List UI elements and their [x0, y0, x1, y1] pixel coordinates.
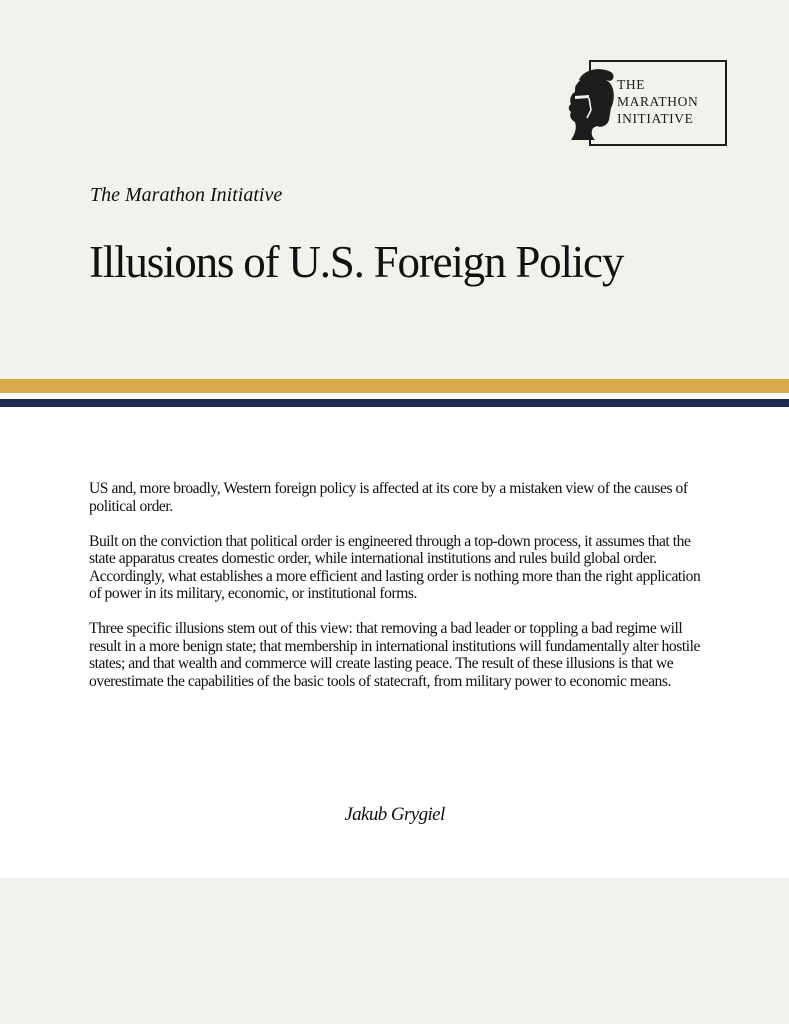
spartan-helmet-head-icon — [565, 66, 621, 142]
document-title: Illusions of U.S. Foreign Policy — [89, 237, 624, 287]
logo-wordmark — [617, 76, 698, 127]
footer-area — [0, 878, 789, 1024]
gold-divider-stripe — [0, 379, 789, 393]
series-name: The Marathon Initiative — [90, 184, 283, 206]
paragraph-2: Built on the conviction that political order is engineered through a top-down process, it assumes that the state apparatus creates domestic order, while international institutions and rules build global order. Accordingly, what establishes a more efficient and lasting order is nothing more than the right application of power in its military, economic, or institutional forms. — [89, 532, 701, 602]
header-section — [0, 0, 789, 379]
marathon-logo — [565, 60, 727, 146]
paragraph-3: Three specific illusions stem out of this view: that removing a bad leader or toppling a bad regime will result in a more benign state; that membership in international institutions will fundamentally alter hostile states; and that wealth and commerce will create lasting peace. The result of these illusions is that we overestimate the capabilities of the basic tools of statecraft, from military power to economic means. — [89, 620, 700, 690]
logo-line-1: THE — [617, 77, 646, 92]
author-name: Jakub Grygiel — [344, 804, 445, 825]
paragraph-1: US and, more broadly, Western foreign policy is affected at its core by a mistaken view of the causes of political order. — [89, 480, 688, 515]
navy-divider-stripe — [0, 399, 789, 407]
summary-panel — [0, 407, 789, 878]
summary-text — [89, 480, 704, 708]
logo-line-3: INITIATIVE — [617, 111, 694, 126]
logo-line-2: MARATHON — [617, 94, 699, 109]
